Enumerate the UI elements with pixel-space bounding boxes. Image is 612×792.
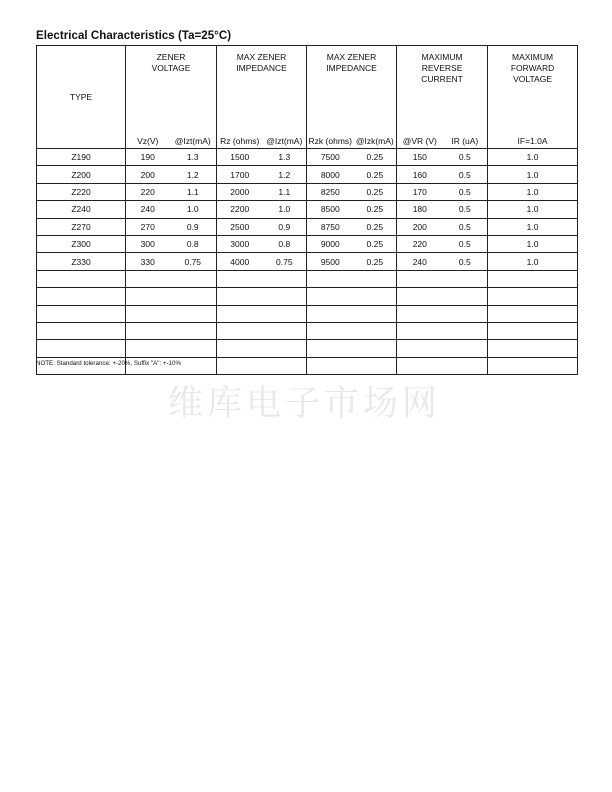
empty-row — [37, 305, 578, 322]
empty-cell — [443, 305, 488, 322]
cell-type: Z330 — [37, 253, 126, 270]
cell-ir: 0.5 — [443, 235, 488, 252]
empty-cell — [37, 340, 126, 357]
cell-ir: 0.5 — [443, 201, 488, 218]
table-row — [37, 235, 578, 252]
empty-cell — [37, 305, 126, 322]
cell-izt: 0.8 — [170, 235, 217, 252]
cell-if: 1.0 — [488, 183, 578, 200]
empty-cell — [263, 322, 307, 339]
empty-cell — [488, 270, 578, 287]
cell-rzk: 9500 — [307, 253, 354, 270]
header-max-zener-impedance-zt — [217, 46, 307, 133]
empty-cell — [263, 305, 307, 322]
header-max-forward-voltage-line-3: VOLTAGE — [513, 74, 552, 84]
cell-rzk: 8750 — [307, 218, 354, 235]
empty-row — [37, 340, 578, 357]
cell-rz: 3000 — [217, 235, 263, 252]
header-max-reverse-current — [397, 46, 488, 133]
cell-izk: 0.25 — [354, 149, 397, 166]
empty-cell — [354, 357, 397, 374]
cell-vz: 220 — [126, 183, 170, 200]
table-row — [37, 149, 578, 166]
subheader-vr: @VR (V) — [397, 132, 443, 149]
empty-cell — [126, 305, 170, 322]
cell-izk: 0.25 — [354, 183, 397, 200]
empty-row — [37, 270, 578, 287]
cell-type: Z190 — [37, 149, 126, 166]
empty-cell — [126, 270, 170, 287]
empty-cell — [443, 322, 488, 339]
cell-izk: 0.25 — [354, 166, 397, 183]
cell-ir: 0.5 — [443, 166, 488, 183]
empty-cell — [126, 340, 170, 357]
table-row — [37, 253, 578, 270]
empty-cell — [217, 322, 263, 339]
cell-vr: 220 — [397, 235, 443, 252]
empty-cell — [217, 357, 263, 374]
empty-cell — [488, 322, 578, 339]
cell-if: 1.0 — [488, 218, 578, 235]
cell-izt-2: 1.1 — [263, 183, 307, 200]
empty-cell — [126, 288, 170, 305]
cell-vr: 240 — [397, 253, 443, 270]
cell-izt-2: 1.2 — [263, 166, 307, 183]
table-row — [37, 183, 578, 200]
table-title: Electrical Characteristics (Ta=25°C) — [36, 30, 232, 42]
empty-cell — [397, 305, 443, 322]
empty-cell — [37, 270, 126, 287]
subheader-vz: Vz(V) — [126, 132, 170, 149]
empty-cell — [170, 270, 217, 287]
cell-if: 1.0 — [488, 149, 578, 166]
empty-cell — [263, 270, 307, 287]
header-max-reverse-current-line-3: CURRENT — [421, 74, 463, 84]
empty-cell — [170, 288, 217, 305]
cell-izt-2: 0.9 — [263, 218, 307, 235]
cell-rzk: 7500 — [307, 149, 354, 166]
cell-izk: 0.25 — [354, 235, 397, 252]
empty-cell — [263, 357, 307, 374]
header-max-zener-impedance-zt-line-1: MAX ZENER — [236, 52, 287, 62]
empty-cell — [263, 288, 307, 305]
empty-cell — [263, 340, 307, 357]
electrical-characteristics-table — [36, 45, 578, 375]
cell-vr: 180 — [397, 201, 443, 218]
header-row — [37, 46, 578, 133]
cell-ir: 0.5 — [443, 183, 488, 200]
empty-cell — [397, 288, 443, 305]
empty-cell — [37, 322, 126, 339]
subheader-rz: Rz (ohms) — [217, 132, 263, 149]
empty-cell — [307, 270, 354, 287]
cell-rzk: 9000 — [307, 235, 354, 252]
empty-cell — [217, 340, 263, 357]
cell-rzk: 8250 — [307, 183, 354, 200]
empty-cell — [354, 340, 397, 357]
watermark: 维库电子市场网 — [168, 384, 442, 424]
empty-cell — [126, 322, 170, 339]
empty-cell — [37, 288, 126, 305]
empty-cell — [170, 322, 217, 339]
empty-cell — [307, 340, 354, 357]
cell-vr: 200 — [397, 218, 443, 235]
header-max-zener-impedance-zt-line-2: IMPEDANCE — [236, 63, 287, 73]
subheader-ir: IR (uA) — [443, 132, 488, 149]
header-max-forward-voltage-line-1: MAXIMUM — [512, 52, 554, 62]
empty-cell — [354, 322, 397, 339]
cell-rzk: 8500 — [307, 201, 354, 218]
empty-cell — [217, 270, 263, 287]
cell-izt: 0.75 — [170, 253, 217, 270]
cell-izt: 1.1 — [170, 183, 217, 200]
cell-vz: 200 — [126, 166, 170, 183]
cell-vz: 330 — [126, 253, 170, 270]
empty-cell — [217, 305, 263, 322]
cell-rz: 2500 — [217, 218, 263, 235]
empty-cell — [307, 305, 354, 322]
empty-cell — [488, 288, 578, 305]
empty-cell — [397, 340, 443, 357]
header-max-zener-impedance-zk-line-1: MAX ZENER — [326, 52, 377, 62]
cell-vr: 160 — [397, 166, 443, 183]
header-max-zener-impedance-zk-line-2: IMPEDANCE — [326, 63, 377, 73]
cell-if: 1.0 — [488, 166, 578, 183]
cell-vz: 270 — [126, 218, 170, 235]
table-row — [37, 201, 578, 218]
cell-izt: 1.2 — [170, 166, 217, 183]
header-max-forward-voltage — [488, 46, 578, 133]
subheader-if: IF=1.0A — [488, 132, 578, 149]
header-zener-voltage-line-1: ZENER — [156, 52, 186, 62]
empty-cell — [443, 270, 488, 287]
cell-if: 1.0 — [488, 235, 578, 252]
empty-cell — [307, 322, 354, 339]
cell-vr: 170 — [397, 183, 443, 200]
cell-izk: 0.25 — [354, 253, 397, 270]
cell-izt-2: 0.8 — [263, 235, 307, 252]
header-zener-voltage-line-2: VOLTAGE — [151, 63, 191, 73]
cell-izt-2: 0.75 — [263, 253, 307, 270]
cell-type: Z270 — [37, 218, 126, 235]
subheader-izk: @Izk(mA) — [354, 132, 397, 149]
empty-cell — [488, 305, 578, 322]
subheader-izt: @Izt(mA) — [170, 132, 217, 149]
subheader-izt-2: @Izt(mA) — [263, 132, 307, 149]
empty-cell — [397, 322, 443, 339]
table-row — [37, 218, 578, 235]
cell-izt: 0.9 — [170, 218, 217, 235]
cell-if: 1.0 — [488, 201, 578, 218]
cell-vr: 150 — [397, 149, 443, 166]
cell-rzk: 8000 — [307, 166, 354, 183]
empty-cell — [397, 357, 443, 374]
cell-rz: 2000 — [217, 183, 263, 200]
cell-type: Z240 — [37, 201, 126, 218]
cell-ir: 0.5 — [443, 149, 488, 166]
empty-cell — [354, 270, 397, 287]
cell-type: Z220 — [37, 183, 126, 200]
empty-cell — [354, 288, 397, 305]
cell-type: Z300 — [37, 235, 126, 252]
empty-cell — [443, 288, 488, 305]
table-row — [37, 166, 578, 183]
cell-rz: 4000 — [217, 253, 263, 270]
header-max-reverse-current-line-1: MAXIMUM — [421, 52, 463, 62]
cell-izk: 0.25 — [354, 201, 397, 218]
header-max-zener-impedance-zk — [307, 46, 397, 133]
empty-row — [37, 322, 578, 339]
cell-if: 1.0 — [488, 253, 578, 270]
empty-cell — [307, 357, 354, 374]
cell-vz: 190 — [126, 149, 170, 166]
empty-cell — [354, 305, 397, 322]
header-zener-voltage — [126, 46, 217, 133]
cell-izt-2: 1.0 — [263, 201, 307, 218]
cell-izt-2: 1.3 — [263, 149, 307, 166]
cell-ir: 0.5 — [443, 253, 488, 270]
header-type: TYPE — [37, 46, 126, 149]
cell-rz: 1500 — [217, 149, 263, 166]
empty-cell — [443, 357, 488, 374]
cell-izt: 1.0 — [170, 201, 217, 218]
cell-vz: 300 — [126, 235, 170, 252]
subheader-rzk: Rzk (ohms) — [307, 132, 354, 149]
empty-cell — [488, 357, 578, 374]
empty-cell — [217, 288, 263, 305]
cell-izk: 0.25 — [354, 218, 397, 235]
cell-vz: 240 — [126, 201, 170, 218]
empty-cell — [443, 340, 488, 357]
empty-cell — [397, 270, 443, 287]
cell-ir: 0.5 — [443, 218, 488, 235]
cell-rz: 1700 — [217, 166, 263, 183]
empty-row — [37, 288, 578, 305]
header-max-reverse-current-line-2: REVERSE — [421, 63, 463, 73]
cell-izt: 1.3 — [170, 149, 217, 166]
tolerance-note: NOTE: Standard tolerance: +-20%, Suffix "A": +-10% — [36, 360, 181, 367]
cell-rz: 2200 — [217, 201, 263, 218]
empty-cell — [170, 305, 217, 322]
empty-cell — [170, 340, 217, 357]
header-max-forward-voltage-line-2: FORWARD — [510, 63, 555, 73]
empty-cell — [307, 288, 354, 305]
cell-type: Z200 — [37, 166, 126, 183]
empty-cell — [488, 340, 578, 357]
